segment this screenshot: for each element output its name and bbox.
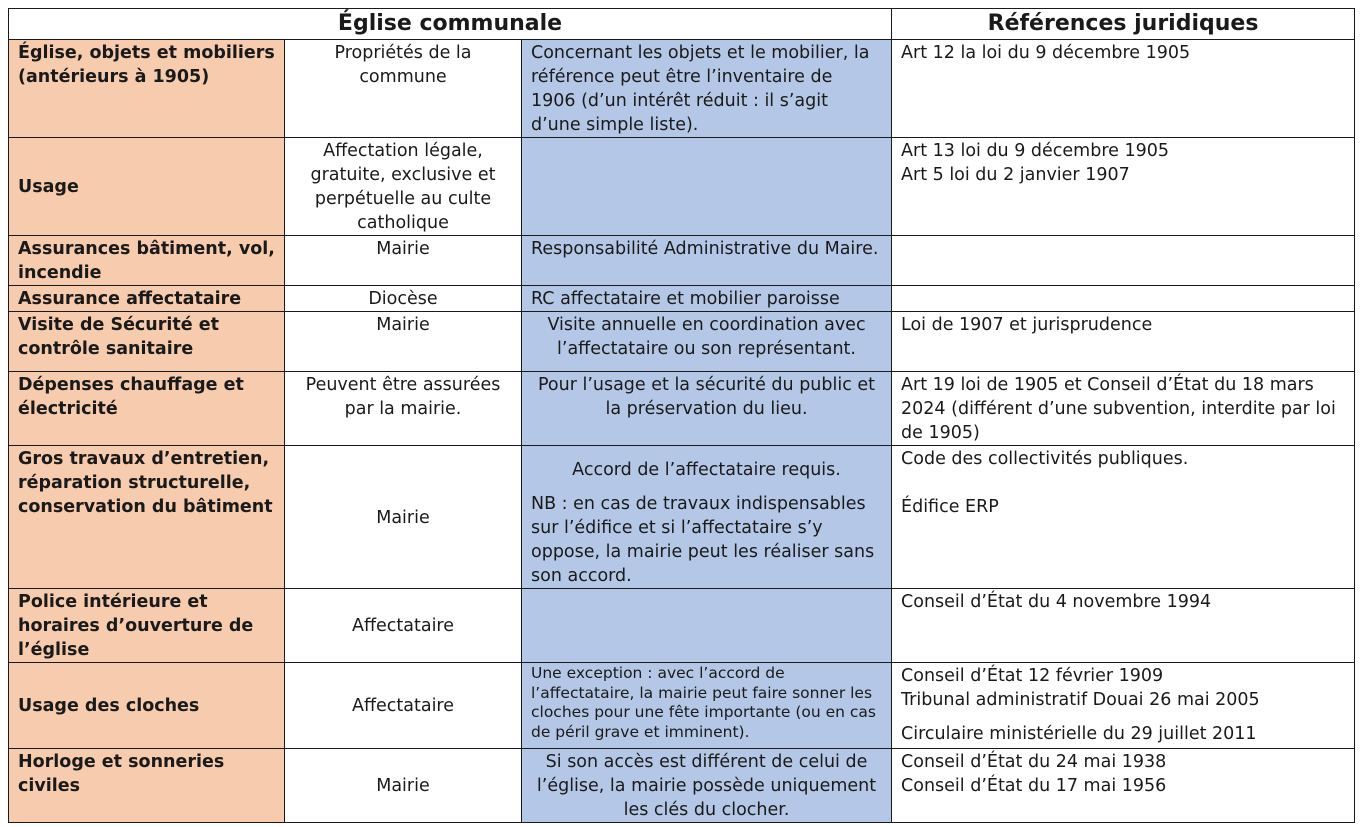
row-refs [892,589,1355,663]
row-note [522,446,892,589]
row-label: Usage [9,138,285,236]
row-owner: Peuvent être assurées par la mairie. [285,372,522,446]
ref-text: Conseil d’État du 24 mai 1938 [901,752,1167,772]
ref-text: Conseil d’État du 4 novembre 1994 [901,592,1212,612]
row-label: Gros travaux d’entretien, réparation structurelle, conservation du bâtiment [9,446,285,589]
ref-text: Édifice ERP [901,497,999,517]
ref-text: Conseil d’État 12 février 1909 [901,666,1164,686]
row-owner: Mairie [285,446,522,589]
row-refs [892,236,1355,286]
note-text: Pour l’usage et la sécurité du public et la préservation du lieu. [537,375,876,419]
row-owner: Affectataire [285,589,522,663]
ref-text: Tribunal administratif Douai 26 mai 2005 [901,690,1260,710]
legal-reference-table [8,8,1355,823]
table-row [9,236,1355,286]
row-label: Assurances bâtiment, vol, incendie [9,236,285,286]
row-label: Usage des cloches [9,663,285,749]
row-refs [892,663,1355,749]
row-owner: Affectation légale, gratuite, exclusive et perpétuelle au culte catholique [285,138,522,236]
row-refs [892,138,1355,236]
table-row [9,40,1355,138]
table-row [9,446,1355,589]
row-owner: Mairie [285,749,522,823]
row-owner: Mairie [285,312,522,372]
row-refs [892,40,1355,138]
ref-text: Loi de 1907 et jurisprudence [901,315,1153,335]
table-row [9,749,1355,823]
table-row [9,663,1355,749]
table-row [9,589,1355,663]
row-owner: Affectataire [285,663,522,749]
row-label: Police intérieure et horaires d’ouverture de l’église [9,589,285,663]
row-label: Visite de Sécurité et contrôle sanitaire [9,312,285,372]
row-owner: Diocèse [285,286,522,312]
row-note [522,312,892,372]
note-text: RC affectataire et mobilier paroisse [531,289,840,309]
row-refs [892,286,1355,312]
row-refs [892,372,1355,446]
table-row [9,372,1355,446]
row-refs [892,446,1355,589]
row-note [522,236,892,286]
table-header-row [9,9,1355,40]
row-refs [892,749,1355,823]
row-note [522,40,892,138]
ref-text: Art 19 loi de 1905 et Conseil d’État du 18 mars 2024 (différent d’une subvention, interdite par loi de 1905) [901,375,1336,443]
ref-text: Art 13 loi du 9 décembre 1905 [901,141,1169,161]
row-note [522,286,892,312]
header-references-juridiques: Références juridiques [892,9,1355,40]
row-owner: Mairie [285,236,522,286]
header-eglise-communale: Église communale [9,9,892,40]
row-note [522,372,892,446]
row-note [522,138,892,236]
row-note [522,749,892,823]
ref-text: Circulaire ministérielle du 29 juillet 2011 [901,724,1257,744]
row-label: Horloge et sonneries civiles [9,749,285,823]
note-text: Responsabilité Administrative du Maire. [531,239,879,259]
row-note [522,663,892,749]
row-label: Assurance affectataire [9,286,285,312]
table-row [9,286,1355,312]
row-note [522,589,892,663]
note-text: NB : en cas de travaux indispensables sur l’édifice et si l’affectataire s’y oppose, la mairie peut les réaliser sans son accord. [531,494,875,586]
note-text: Concernant les objets et le mobilier, la référence peut être l’inventaire de 1906 (d’un intérêt réduit : il s’agit d’une simple liste). [531,43,870,135]
row-refs [892,312,1355,372]
row-label: Dépenses chauffage et électricité [9,372,285,446]
note-text: Une exception : avec l’accord de l’affectataire, la mairie peut faire sonner les cloches pour une fête importante (ou en cas de péril grave et imminent). [531,664,876,741]
note-text: Accord de l’affectataire requis. [572,460,841,480]
ref-text: Conseil d’État du 17 mai 1956 [901,776,1167,796]
ref-text: Art 12 la loi du 9 décembre 1905 [901,43,1191,63]
ref-text: Art 5 loi du 2 janvier 1907 [901,165,1130,185]
row-label: Église, objets et mobiliers (antérieurs à 1905) [9,40,285,138]
note-text: Visite annuelle en coordination avec l’affectataire ou son représentant. [547,315,866,359]
note-text: Si son accès est différent de celui de l’église, la mairie possède uniquement les clés du clocher. [536,752,877,820]
ref-text: Code des collectivités publiques. [901,449,1189,469]
table-row [9,138,1355,236]
row-owner: Propriétés de la commune [285,40,522,138]
table-row [9,312,1355,372]
